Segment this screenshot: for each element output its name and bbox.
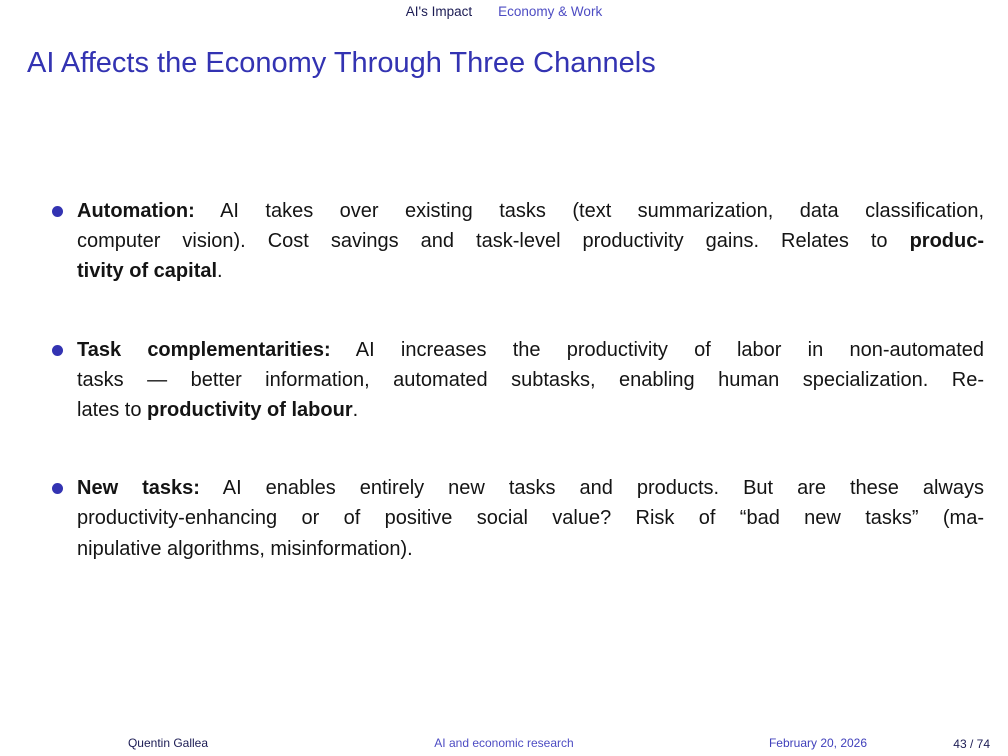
footer-page-number: 43 / 74 xyxy=(953,737,990,751)
bullet-icon xyxy=(52,206,63,217)
text-segment: . xyxy=(217,260,223,283)
text-line xyxy=(77,473,984,503)
text-segment: AI takes over existing tasks (text summarization, data classification, xyxy=(194,200,984,222)
frame-title: AI Affects the Economy Through Three Channels xyxy=(27,47,656,79)
text-segment: nipulative algorithms, misinformation). xyxy=(77,537,413,560)
bullet-text-automation xyxy=(77,196,984,287)
text-segment: computer vision). Cost savings and task-level productivity gains. Relates to xyxy=(77,230,910,253)
text-segment: lates to xyxy=(77,399,148,422)
bullet-list xyxy=(52,196,984,612)
text-segment: productivity-enhancing or of positive social value? Risk of “bad new tasks” (ma- xyxy=(77,507,984,530)
bullet-text-new-tasks xyxy=(77,473,984,564)
nav-section-economy-work[interactable]: Economy & Work xyxy=(498,4,603,19)
bold-text-segment: tivity of capital xyxy=(77,260,218,283)
bullet-item-automation xyxy=(52,196,984,287)
bullet-item-task-complementarities xyxy=(52,335,984,426)
text-segment: AI enables entirely new tasks and products. But are these always xyxy=(199,477,984,500)
text-segment: . xyxy=(352,399,359,422)
text-line xyxy=(77,395,984,425)
bold-text-segment: New tasks: xyxy=(77,477,200,500)
section-navigation xyxy=(0,4,1008,20)
text-line xyxy=(77,256,984,286)
bold-text-segment: productivity of labour xyxy=(147,399,353,422)
text-line xyxy=(77,534,984,564)
text-line xyxy=(77,226,984,256)
text-segment: tasks — better information, automated subtasks, enabling human specialization. Re- xyxy=(77,368,984,391)
text-line xyxy=(77,365,984,395)
footline xyxy=(0,736,1008,752)
bold-text-segment: Task complementarities: xyxy=(77,338,331,361)
footer-date: February 20, 2026 xyxy=(768,736,868,750)
footer-author: Quentin Gallea xyxy=(127,736,209,750)
bullet-item-new-tasks xyxy=(52,473,984,564)
footer-short-title: AI and economic research xyxy=(434,736,574,750)
bullet-icon xyxy=(52,483,63,494)
bold-text-segment: produc- xyxy=(909,230,984,253)
text-segment: AI increases the productivity of labor in non-automated xyxy=(330,338,984,361)
bullet-text-task-complementarities xyxy=(77,335,984,426)
nav-section-ais-impact[interactable]: AI's Impact xyxy=(405,4,473,19)
text-line xyxy=(77,196,984,226)
bold-text-segment: Automation: xyxy=(77,200,195,222)
text-line xyxy=(77,335,984,365)
bullet-icon xyxy=(52,345,63,356)
text-line xyxy=(77,503,984,533)
